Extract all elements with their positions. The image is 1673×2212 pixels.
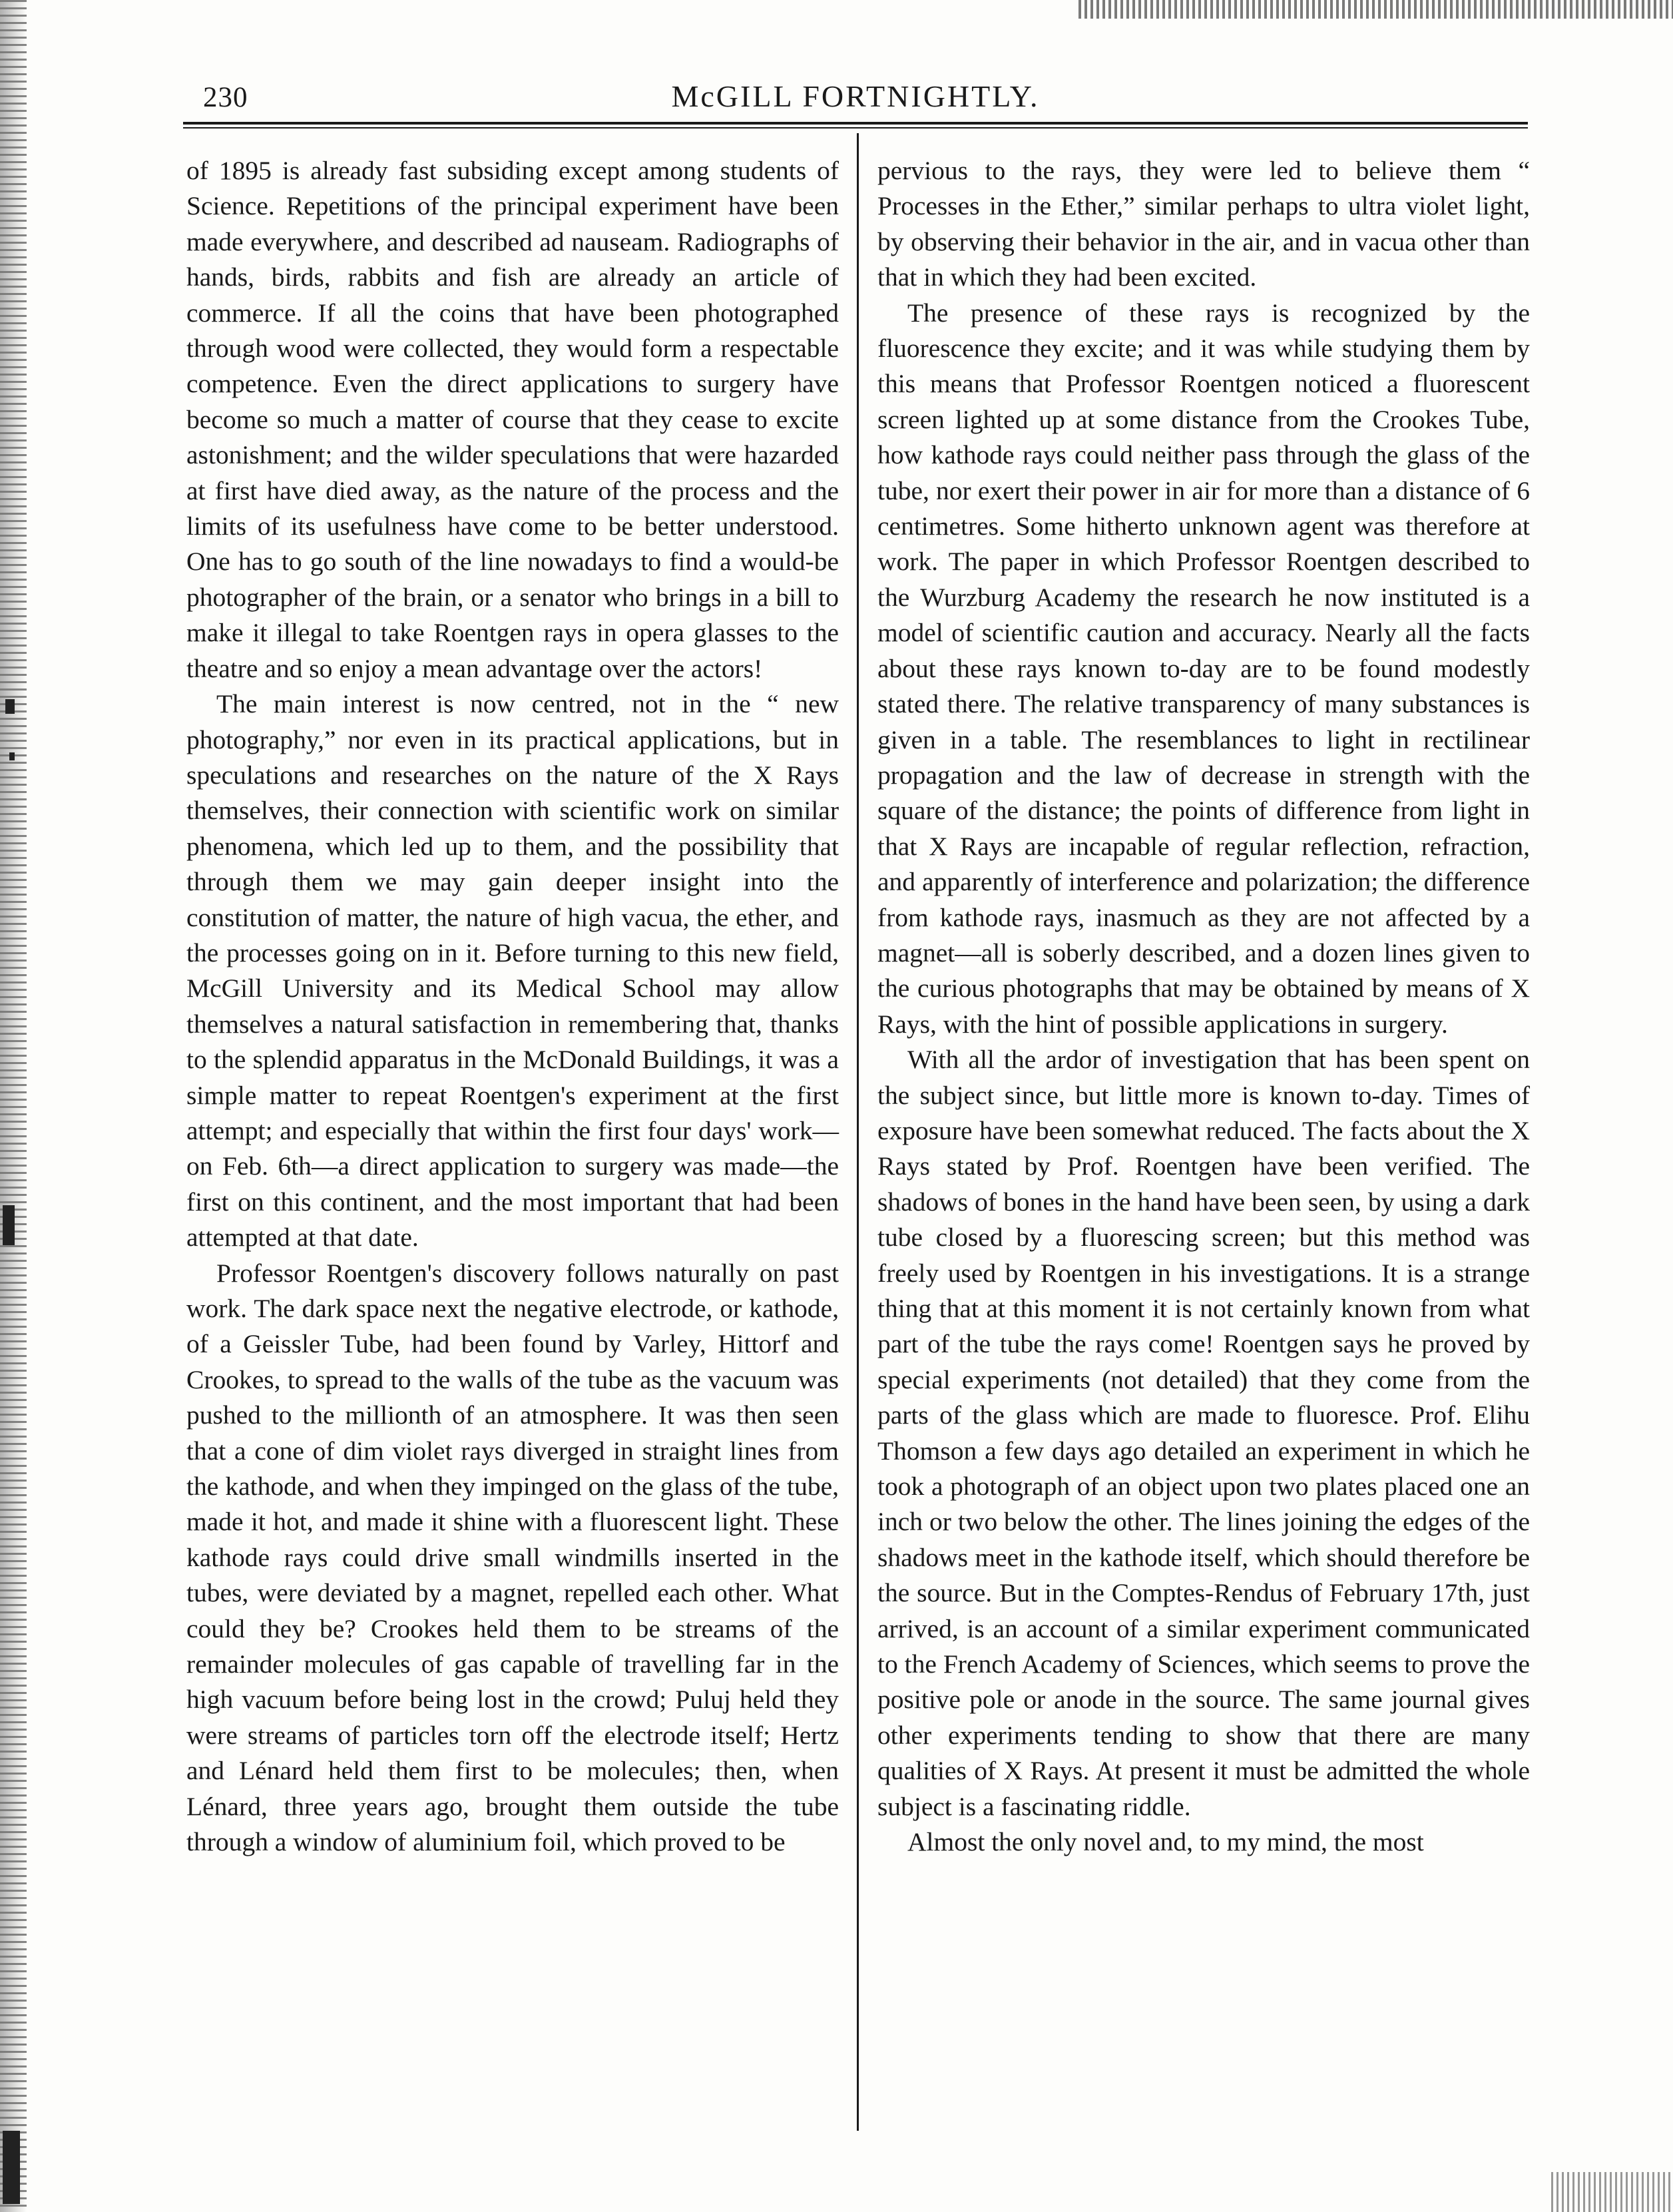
paragraph: With all the ardor of investigation that has been spent on the subject since, but little more is known to-day. Times of exposure have been somewhat reduced. The facts about the X Rays stated by Prof. Roentgen have been verified. The shadows of bones in the hand have been seen, by using a dark tube closed by a fluorescing screen; but this method was freely used by Roentgen in his investigations. It is a strange thing that at this moment it is not certainly known from what part of the tube the rays come! Roentgen says he proved by special experiments (not detailed) that they come from the parts of the glass which are made to fluoresce. Prof. Elihu Thomson a few days ago detailed an experiment in which he took a photograph of an object upon two plates placed one an inch or two below the other. The lines joining the edges of the shadows meet in the kathode itself, which should therefore be the source. But in the Comptes-Rendus of February 17th, just arrived, is an account of a similar experiment communicated to the French Academy of Sciences, which seems to prove the positive pole or anode in the source. The same journal gives other experiments tending to show that there are many qualities of X Rays. At present it must be admitted the whole subject is a fascinating riddle. [877,1045,1530,1821]
running-title: McGILL FORTNIGHTLY. [671,79,1040,113]
paragraph: pervious to the rays, they were led to believe them “ Processes in the Ether,” similar perhaps to ultra violet light, by observing their behavior in the air, and in vacua other than that in which they had been excited. [877,156,1530,292]
torn-top-edge [1078,0,1673,19]
right-column [877,153,1530,1860]
page-header [183,79,1528,119]
paragraph: Almost the only novel and, to my mind, the most [907,1827,1424,1857]
torn-bottom-edge [1551,2172,1673,2212]
scan-speck [5,699,15,714]
header-rule-thin [183,127,1528,129]
column-divider [857,133,859,2131]
header-rule [183,122,1528,125]
paragraph: The presence of these rays is recognized by the fluorescence they excite; and it was while studying them by this means that Professor Roentgen noticed a fluorescent screen lighted up at some distance from the Crookes Tube, how kathode rays could neither pass through the glass of the tube, nor exert their power in air for more than a distance of 6 centimetres. Some hitherto unknown agent was therefore at work. The paper in which Professor Roentgen described to the Wurzburg Academy the research he now instituted is a model of scientific caution and accuracy. Nearly all the facts about these rays known to-day are to be found modestly stated there. The relative transparency of many substances is given in a table. The resemblances to light in rectilinear propagation and the law of decrease in strength with the square of the distance; the points of difference from light in that X Rays are incapable of regular reflection, refraction, and apparently of interference and polarization; the difference from kathode rays, inasmuch as they are not affected by a magnet—all is soberly described, and a dozen lines given to the curious photographs that may be obtained by means of X Rays, with the hint of possible applications in surgery. [877,298,1530,1039]
scan-speck [3,2131,20,2204]
paragraph: The main interest is now centred, not in the “ new photography,” nor even in its practical applications, but in speculations and researches on the nature of the X Rays themselves, their connection with scientific work on similar phenomena, which led up to them, and the possibility that through them we may gain deeper insight into the constitution of matter, the nature of high vacua, the ether, and the processes going on in it. Before turning to this new field, McGill University and its Medical School may allow themselves a natural satisfaction in remembering that, thanks to the splendid apparatus in the McDonald Buildings, it was a simple matter to repeat Roentgen's experiment at the first attempt; and especially that within the first four days' work—on Feb. 6th—a direct application to surgery was made—the first on this continent, and the most important that had been attempted at that date. [186,689,839,1252]
paragraph: Professor Roentgen's discovery follows naturally on past work. The dark space next the negative electrode, or kathode, of a Geissler Tube, had been found by Varley, Hittorf and Crookes, to spread to the walls of the tube as the vacuum was pushed to the millionth of an atmosphere. It was then seen that a cone of dim violet rays diverged in straight lines from the kathode, and when they impinged on the glass of the tube, made it hot, and made it shine with a fluorescent light. These kathode rays could drive small windmills inserted in the tubes, were deviated by a magnet, repelled each other. What could they be? Crookes held them to be streams of the remainder molecules of gas capable of travelling far in the high vacuum before being lost in the crowd; Puluj held they were streams of particles torn off the electrode itself; Hertz and Lénard held them first to be molecules; then, when Lénard, three years ago, brought them outside the tube through a window of aluminium foil, which proved to be [186,1258,839,1857]
paragraph: of 1895 is already fast subsiding except among students of Science. Repetitions of the principal experiment have been made everywhere, and described ad nauseam. Radiographs of hands, birds, rabbits and fish are already an article of commerce. If all the coins that have been photographed through wood were collected, they would form a respectable competence. Even the direct applications to surgery have become so much a matter of course that they cease to excite astonishment; and the wilder speculations that were hazarded at first have died away, as the nature of the process and the limits of its usefulness have come to be better understood. One has to go south of the line nowadays to find a would-be photographer of the brain, or a senator who brings in a bill to make it illegal to take Roentgen rays in opera glasses to the theatre and so enjoy a mean advantage over the actors! [186,156,839,683]
binding-edge [0,0,27,2212]
scan-speck [9,752,15,760]
page-number: 230 [203,82,248,113]
scan-speck [3,1205,15,1245]
left-column [186,153,839,1860]
